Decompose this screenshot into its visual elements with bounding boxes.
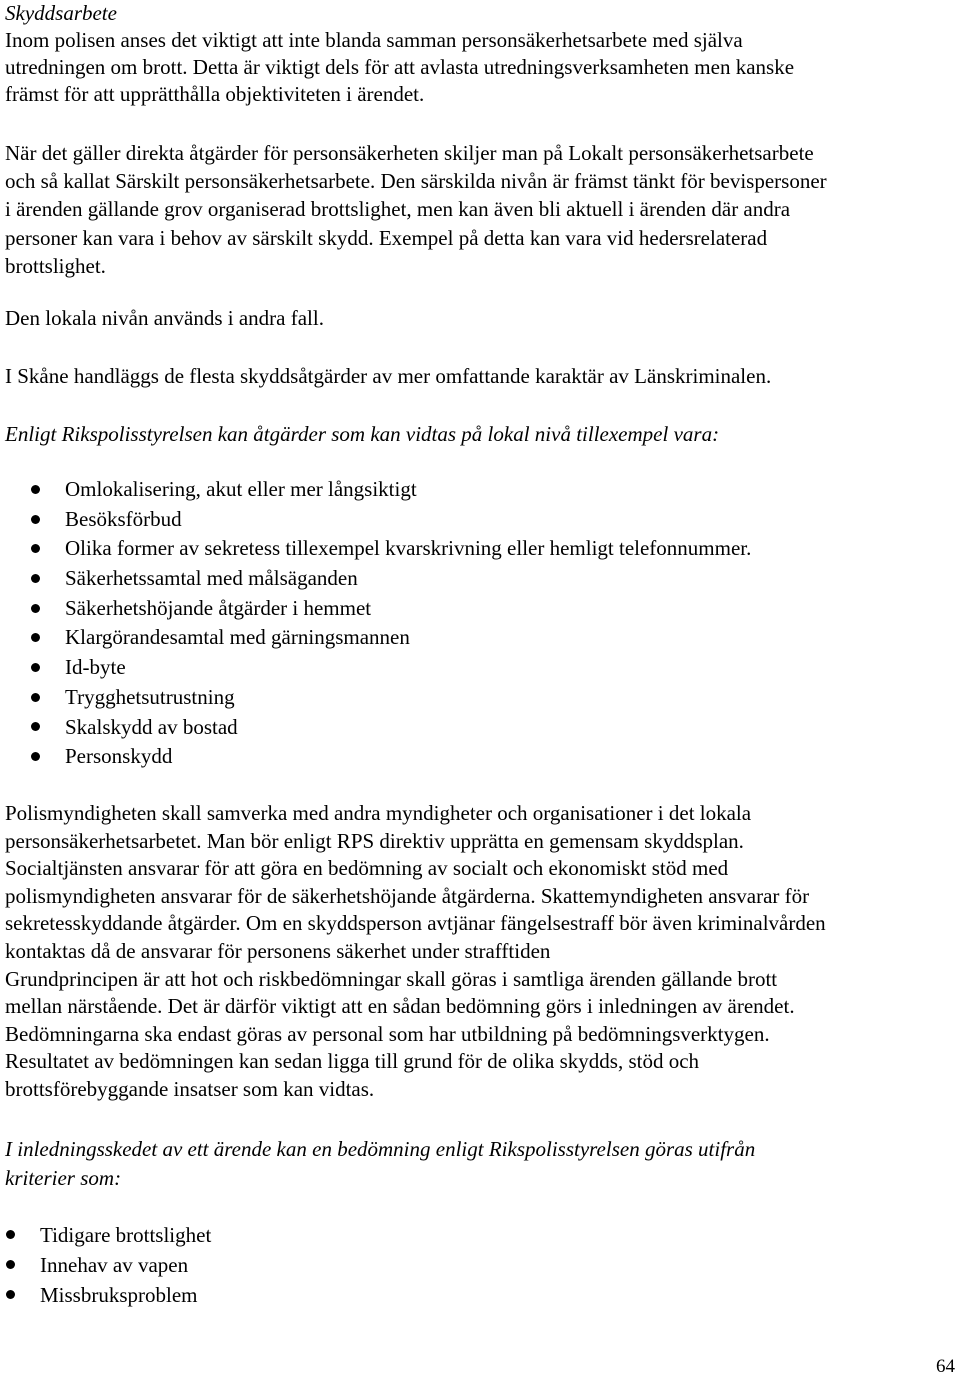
list-item xyxy=(65,475,751,505)
measures-list xyxy=(65,475,751,772)
paragraph-line: I inledningsskedet av ett ärende kan en bedömning enligt Rikspolisstyrelsen göras utifrån xyxy=(5,1137,756,1161)
list-item xyxy=(65,534,751,564)
bullet-icon xyxy=(31,604,40,613)
list-item xyxy=(65,594,751,624)
bullet-icon xyxy=(31,633,40,642)
list-item xyxy=(40,1220,211,1250)
list-item-text: Tidigare brottslighet xyxy=(40,1223,212,1247)
list-item-text: Omlokalisering, akut eller mer långsiktigt xyxy=(65,477,417,501)
list-item-text: Säkerhetshöjande åtgärder i hemmet xyxy=(65,595,372,620)
collaboration-paragraph xyxy=(5,800,954,1104)
list-item xyxy=(65,653,751,683)
bullet-icon xyxy=(31,693,40,702)
list-item xyxy=(40,1250,211,1280)
list-item xyxy=(40,1280,211,1310)
paragraph-line: brottslighet. xyxy=(5,253,106,278)
list-item-text: Id-byte xyxy=(65,655,126,680)
paragraph-line: främst för att upprätthålla objektiviteten i ärendet. xyxy=(5,82,425,106)
list-item-text: Besöksförbud xyxy=(65,506,182,531)
paragraph-line: utredningen om brott. Detta är viktigt dels för att avlasta utredningsverksamheten men kanske xyxy=(5,55,795,79)
list-item-text: Klargörandesamtal med gärningsmannen xyxy=(65,625,410,650)
paragraph-line: Bedömningarna ska endast göras av personal som har utbildning på bedömningsverktygen. xyxy=(5,1021,770,1046)
bullet-icon xyxy=(31,752,40,761)
paragraph-line: Grundprincipen är att hot och riskbedömningar skall göras i samtliga ärenden gällande brott xyxy=(5,966,778,991)
paragraph-line: polismyndigheten ansvarar för de säkerhetshöjande åtgärderna. Skattemyndigheten ansvarar för xyxy=(5,883,810,908)
initial-assessment-intro xyxy=(5,1135,954,1192)
paragraph-line: När det gäller direkta åtgärder för personsäkerheten skiljer man på Lokalt personsäkerhetsarbete xyxy=(5,141,814,165)
page-number: 64 xyxy=(936,1356,955,1377)
list-item xyxy=(65,505,751,535)
bullet-icon xyxy=(31,515,40,524)
bullet-icon xyxy=(31,574,40,583)
intro-section xyxy=(5,0,954,108)
bullet-icon xyxy=(31,722,40,731)
paragraph-line: och så kallat Särskilt personsäkerhetsarbete. Den särskilda nivån är främst tänkt för bevispersoner xyxy=(5,169,827,194)
bullet-icon xyxy=(6,1290,15,1299)
list-item-text: Personskydd xyxy=(65,744,173,769)
paragraph-line: brottsförebyggande insatser som kan vidtas. xyxy=(5,1076,375,1101)
paragraph-line: kontaktas då de ansvarar för personens säkerhet under strafftiden xyxy=(5,938,551,963)
list-item xyxy=(65,683,751,713)
bullet-icon xyxy=(31,544,40,553)
list-item-text: Säkerhetssamtal med målsäganden xyxy=(65,566,358,591)
list-item-text: Innehav av vapen xyxy=(40,1253,189,1277)
section-heading: Skyddsarbete xyxy=(5,1,117,25)
paragraph-line: i ärenden gällande grov organiserad brottslighet, men kan även bli aktuell i ärenden där andra xyxy=(5,197,791,222)
paragraph-line: Resultatet av bedömningen kan sedan ligga till grund för de olika skydds, stöd och xyxy=(5,1049,700,1074)
skane-paragraph: I Skåne handläggs de flesta skyddsåtgärder av mer omfattande karaktär av Länskriminalen. xyxy=(5,364,772,388)
bullet-icon xyxy=(6,1230,15,1239)
paragraph-line: mellan närstående. Det är därför viktigt att en sådan bedömning görs i inledningen av ärendet. xyxy=(5,994,795,1019)
paragraph-line: personsäkerhetsarbetet. Man bör enligt RPS direktiv upprätta en gemensam skyddsplan. xyxy=(5,828,744,853)
list-item xyxy=(65,623,751,653)
direct-measures-paragraph xyxy=(5,139,954,280)
list-item-text: Skalskydd av bostad xyxy=(65,714,238,739)
paragraph-line: Socialtjänsten ansvarar för att göra en bedömning av socialt och ekonomiskt stöd med xyxy=(5,856,729,881)
list-item xyxy=(65,564,751,594)
list-item xyxy=(65,713,751,743)
local-level-paragraph: Den lokala nivån används i andra fall. xyxy=(5,306,324,330)
list-item-text: Olika former av sekretess tillexempel kvarskrivning eller hemligt telefonnummer. xyxy=(65,536,752,561)
measures-intro: Enligt Rikspolisstyrelsen kan åtgärder som kan vidtas på lokal nivå tillexempel vara: xyxy=(5,422,720,446)
criteria-list xyxy=(40,1220,211,1310)
list-item-text: Trygghetsutrustning xyxy=(65,684,235,709)
paragraph-line: personer kan vara i behov av särskilt skydd. Exempel på detta kan vara vid hedersrelaterad xyxy=(5,225,768,250)
paragraph-line: kriterier som: xyxy=(5,1165,122,1190)
paragraph-line: Polismyndigheten skall samverka med andra myndigheter och organisationer i det lokala xyxy=(5,801,752,825)
bullet-icon xyxy=(31,663,40,672)
list-item xyxy=(65,742,751,772)
list-item-text: Missbruksproblem xyxy=(40,1283,198,1307)
bullet-icon xyxy=(31,485,40,494)
bullet-icon xyxy=(6,1260,15,1269)
paragraph-line: Inom polisen anses det viktigt att inte blanda samman personsäkerhetsarbete med själva xyxy=(5,28,743,52)
paragraph-line: sekretesskyddande åtgärder. Om en skyddsperson avtjänar fängelsestraff bör även kriminalvården xyxy=(5,911,826,936)
